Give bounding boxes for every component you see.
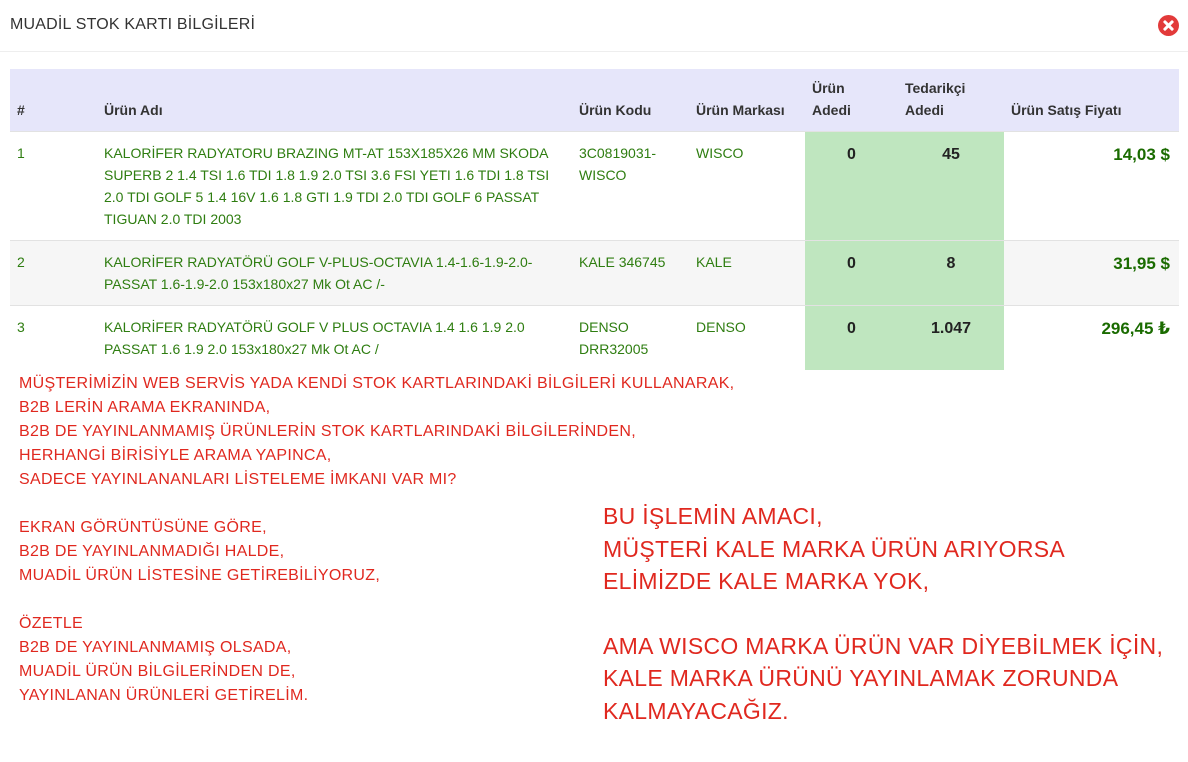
annotation-line: B2B DE YAYINLANMAMIŞ OLSADA, (19, 639, 292, 656)
annotation-line: KALE MARKA ÜRÜNÜ YAYINLAMAK ZORUNDA (603, 665, 1119, 691)
header-sale-price: Ürün Satış Fiyatı (1011, 101, 1122, 118)
header-supplier-qty-line2: Adedi (905, 101, 944, 118)
annotation-right-paragraph-2 (603, 630, 1163, 728)
row-product-name: KALORİFER RADYATÖRÜ GOLF V PLUS OCTAVIA 1.4 1.6 1.9 2.0 PASSAT 1.6 1.9 2.0 153x180x27 Mk Ot AC / (97, 305, 572, 370)
header-supplier-qty-line1: Tedarikçi (905, 79, 966, 96)
row-sale-price: 14,03 $ (1004, 131, 1179, 240)
annotation-line: KALMAYACAĞIZ. (603, 697, 789, 724)
header-index: # (17, 101, 25, 118)
row-product-brand: WISCO (689, 131, 805, 240)
row-product-name: KALORİFER RADYATORU BRAZING MT-AT 153X185X26 MM SKODA SUPERB 2 1.4 TSI 1.6 TDI 1.8 1.9 2.0 TSI 3.6 FSI YETI 1.6 TDI 1.8 TSI 2.0 TDI GOLF 5 1.4 16V 1.6 1.8 GTI 1.9 TDI 2.0 TDI GOLF 6 PASSAT TIGUAN 2.0 TDI 2003 (97, 131, 572, 240)
row-product-qty: 0 (805, 131, 898, 240)
row-product-name: KALORİFER RADYATÖRÜ GOLF V-PLUS-OCTAVIA 1.4-1.6-1.9-2.0-PASSAT 1.6-1.9-2.0 153x180x27 Mk Ot AC /- (97, 240, 572, 305)
header-product-qty-line1: Ürün (812, 79, 845, 96)
annotation-line: MÜŞTERİ KALE MARKA ÜRÜN ARIYORSA (603, 535, 1066, 562)
row-product-code: KALE 346745 (572, 240, 689, 305)
annotation-line: MUADİL ÜRÜN BİLGİLERİNDEN DE, (19, 663, 296, 680)
header-product-brand: Ürün Markası (696, 101, 785, 118)
row-sale-price: 296,45 ₺ (1004, 305, 1179, 370)
row-product-qty: 0 (805, 305, 898, 370)
annotation-right (603, 500, 1163, 759)
header-product-qty (805, 69, 898, 131)
row-product-qty: 0 (805, 240, 898, 305)
annotation-line: ÖZETLE (19, 615, 84, 632)
annotation-right-paragraph-1 (603, 500, 1163, 598)
row-sale-price: 31,95 $ (1004, 240, 1179, 305)
row-index: 1 (10, 131, 97, 240)
header-supplier-qty (898, 69, 1004, 131)
row-index: 3 (10, 305, 97, 370)
annotation-line: B2B DE YAYINLANMAMIŞ ÜRÜNLERİN STOK KARTLARINDAKİ BİLGİLERİNDEN, (19, 423, 636, 440)
table-row[interactable] (10, 305, 1179, 370)
table-header-row (10, 69, 1179, 131)
table-row[interactable] (10, 131, 1179, 240)
annotation-line: EKRAN GÖRÜNTÜSÜNE GÖRE, (19, 519, 267, 536)
annotation-line: ELİMİZDE KALE MARKA YOK, (603, 568, 930, 594)
table-row[interactable] (10, 240, 1179, 305)
modal-header (0, 0, 1188, 52)
annotation-line: SADECE YAYINLANANLARI LİSTELEME İMKANI VAR MI? (19, 471, 457, 488)
row-product-code: DENSO DRR32005 (572, 305, 689, 370)
row-supplier-qty: 8 (898, 240, 1004, 305)
modal-title: MUADİL STOK KARTI BİLGİLERİ (10, 16, 256, 33)
equivalent-stock-table (10, 69, 1179, 370)
row-product-brand: KALE (689, 240, 805, 305)
close-icon[interactable] (1158, 15, 1179, 36)
header-product-qty-line2: Adedi (812, 101, 851, 118)
row-product-brand: DENSO (689, 305, 805, 370)
annotation-line: AMA WISCO MARKA ÜRÜN VAR DİYEBİLMEK İÇİN, (603, 632, 1164, 659)
header-product-code: Ürün Kodu (579, 101, 652, 118)
header-product-name: Ürün Adı (104, 101, 163, 118)
annotation-line: BU İŞLEMİN AMACI, (603, 503, 823, 529)
row-index: 2 (10, 240, 97, 305)
annotation-line: YAYINLANAN ÜRÜNLERİ GETİRELİM. (19, 687, 309, 704)
annotation-line: HERHANGİ BİRİSİYLE ARAMA YAPINCA, (19, 447, 332, 464)
annotation-line: B2B DE YAYINLANMADIĞI HALDE, (19, 543, 285, 560)
annotation-line: MUADİL ÜRÜN LİSTESİNE GETİREBİLİYORUZ, (19, 567, 381, 584)
row-supplier-qty: 45 (898, 131, 1004, 240)
annotation-left-paragraph-1 (19, 372, 734, 492)
row-product-code: 3C0819031-WISCO (572, 131, 689, 240)
annotation-line: MÜŞTERİMİZİN WEB SERVİS YADA KENDİ STOK KARTLARINDAKİ BİLGİLERİ KULLANARAK, (19, 375, 735, 392)
row-supplier-qty: 1.047 (898, 305, 1004, 370)
annotation-line: B2B LERİN ARAMA EKRANINDA, (19, 399, 271, 416)
